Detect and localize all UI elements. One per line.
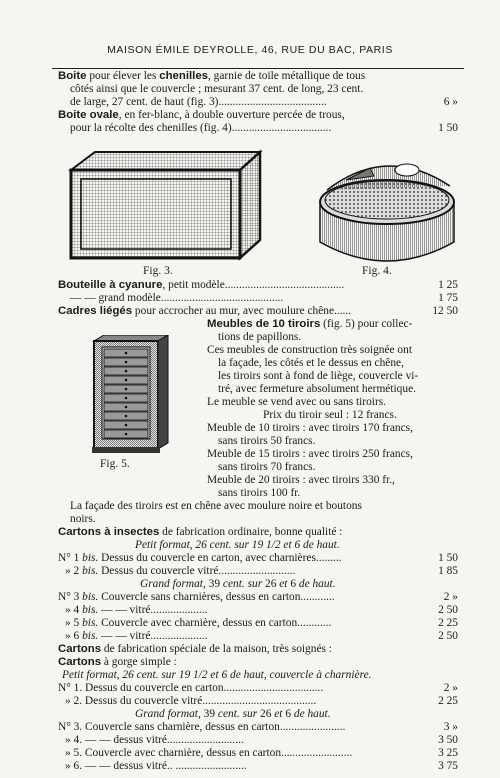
text-line: Grand format, 39 cent. sur 26 et 6 de haut. <box>135 708 331 720</box>
drawer-knob <box>125 388 128 391</box>
text-line: » 5 bis. Couvercle avec charnière, dessus en carton............ <box>65 617 332 629</box>
price-value: 2 25 <box>438 617 458 629</box>
text-line: Prix du tiroir seul : 12 francs. <box>263 409 397 421</box>
text-line: » 2 bis. Dessus du couvercle vitré........................... <box>65 565 296 577</box>
text-line: Meubles de 10 tiroirs (fig. 5) pour collec- <box>207 318 413 330</box>
text-line: N° 1 bis. Dessus du couvercle en carton, avec charnières......... <box>58 552 342 564</box>
text-line: Meuble de 15 tiroirs : avec tiroirs 250 francs, <box>207 448 413 460</box>
text-line: » 2. Dessus du couvercle vitré........................................ <box>65 695 317 707</box>
drawer-knob <box>125 415 128 418</box>
price-value: 1 50 <box>438 122 458 134</box>
text-line: côtés ainsi que le couvercle ; mesurant 37 cent. de long, 23 cent. <box>70 83 364 95</box>
text-line: » 6 bis. — — vitré.................... <box>65 630 208 642</box>
header-rule <box>52 68 464 69</box>
text-line: » 4 bis. — — vitré.................... <box>65 604 208 616</box>
fig4-oval-tin-box-illustration <box>312 150 462 265</box>
price-value: 3 25 <box>438 747 458 759</box>
text-line: les tiroirs sont à fond de liège, couvercle vi- <box>218 370 419 382</box>
fig3-caterpillar-box-illustration <box>65 148 265 266</box>
text-line: » 6. — — dessus vitré.. ......................... <box>65 760 247 772</box>
drawer-knob <box>125 433 128 436</box>
fig5-caption: Fig. 5. <box>100 458 130 470</box>
price-value: 2 50 <box>438 604 458 616</box>
text-line: Grand format, 39 cent. sur 26 et 6 de haut. <box>140 578 336 590</box>
text-line: » 4. — — dessus vitré........................... <box>65 734 244 746</box>
price-value: 3 50 <box>438 734 458 746</box>
text-line: N° 3. Couvercle sans charnière, dessus en carton....................... <box>58 721 346 733</box>
drawer-knob <box>125 406 128 409</box>
drawer-knob <box>125 352 128 355</box>
price-value: 3 » <box>443 721 458 733</box>
drawer-knob <box>125 424 128 427</box>
text-line: Le meuble se vend avec ou sans tiroirs. <box>207 396 387 408</box>
text-line: Cartons à insectes de fabrication ordinaire, bonne qualité : <box>58 526 343 538</box>
fig4-caption: Fig. 4. <box>362 265 392 277</box>
text-line: sans tiroirs 50 francs. <box>218 435 316 447</box>
text-line: » 5. Couvercle avec charnière, dessus en carton......................... <box>65 747 353 759</box>
fig3-caption: Fig. 3. <box>143 265 173 277</box>
text-line: N° 3 bis. Couvercle sans charnières, dessus en carton............ <box>58 591 335 603</box>
price-value: 1 25 <box>438 279 458 291</box>
drawer-knob <box>125 397 128 400</box>
text-line: La façade des tiroirs est en chêne avec moulure noire et boutons <box>70 500 362 512</box>
drawer-knob <box>125 379 128 382</box>
text-line: N° 1. Dessus du couvercle en carton................................... <box>58 682 324 694</box>
page-header: MAISON ÉMILE DEYROLLE, 46, RUE DU BAC, PARIS <box>107 44 393 56</box>
text-line: Meuble de 10 tiroirs : avec tiroirs 170 francs, <box>207 422 413 434</box>
text-line: tré, avec fermeture absolument hermétique. <box>218 383 416 395</box>
price-value: 1 85 <box>438 565 458 577</box>
text-line: — — grand modèle........................................... <box>70 292 284 304</box>
price-value: 12 50 <box>432 305 458 317</box>
text-line: sans tiroirs 70 francs. <box>218 461 316 473</box>
text-line: Cadres liégés pour accrocher au mur, avec moulure chêne...... <box>58 305 352 317</box>
fig5-drawer-cabinet-illustration <box>88 335 174 455</box>
text-line: Petit format, 26 cent. sur 19 1/2 et 6 de haut, couvercle à charnière. <box>62 669 372 681</box>
text-line: noirs. <box>70 513 96 525</box>
price-value: 1 75 <box>438 292 458 304</box>
price-value: 2 50 <box>438 630 458 642</box>
text-line: Cartons à gorge simple : <box>58 656 177 668</box>
price-value: 3 75 <box>438 760 458 772</box>
text-line: Boite ovale, en fer-blanc, à double ouverture percée de trous, <box>58 109 345 121</box>
text-line: la façade, les côtés et le dessus en chêne, <box>218 357 404 369</box>
price-value: 1 50 <box>438 552 458 564</box>
text-line: Boite pour élever les chenilles, garnie de toile métallique de tous <box>58 70 366 82</box>
text-line: Ces meubles de construction très soignée ont <box>207 344 412 356</box>
text-line: Meuble de 20 tiroirs : avec tiroirs 330 fr., <box>207 474 395 486</box>
drawer-knob <box>125 361 128 364</box>
text-line: de large, 27 cent. de haut (fig. 3)...................................... <box>70 96 327 108</box>
text-line: tions de papillons. <box>218 331 302 343</box>
text-line: sans tiroirs 100 fr. <box>218 487 301 499</box>
price-value: 2 25 <box>438 695 458 707</box>
price-value: 2 » <box>443 591 458 603</box>
text-line: Bouteille à cyanure, petit modèle.......................................... <box>58 279 345 291</box>
drawer-knob <box>125 370 128 373</box>
price-value: 6 » <box>443 96 458 108</box>
text-line: Petit format, 26 cent. sur 19 1/2 et 6 de haut. <box>135 539 340 551</box>
text-line: Cartons de fabrication spéciale de la maison, très soignés : <box>58 643 332 655</box>
text-line: pour la récolte des chenilles (fig. 4)................................... <box>70 122 332 134</box>
price-value: 2 » <box>443 682 458 694</box>
